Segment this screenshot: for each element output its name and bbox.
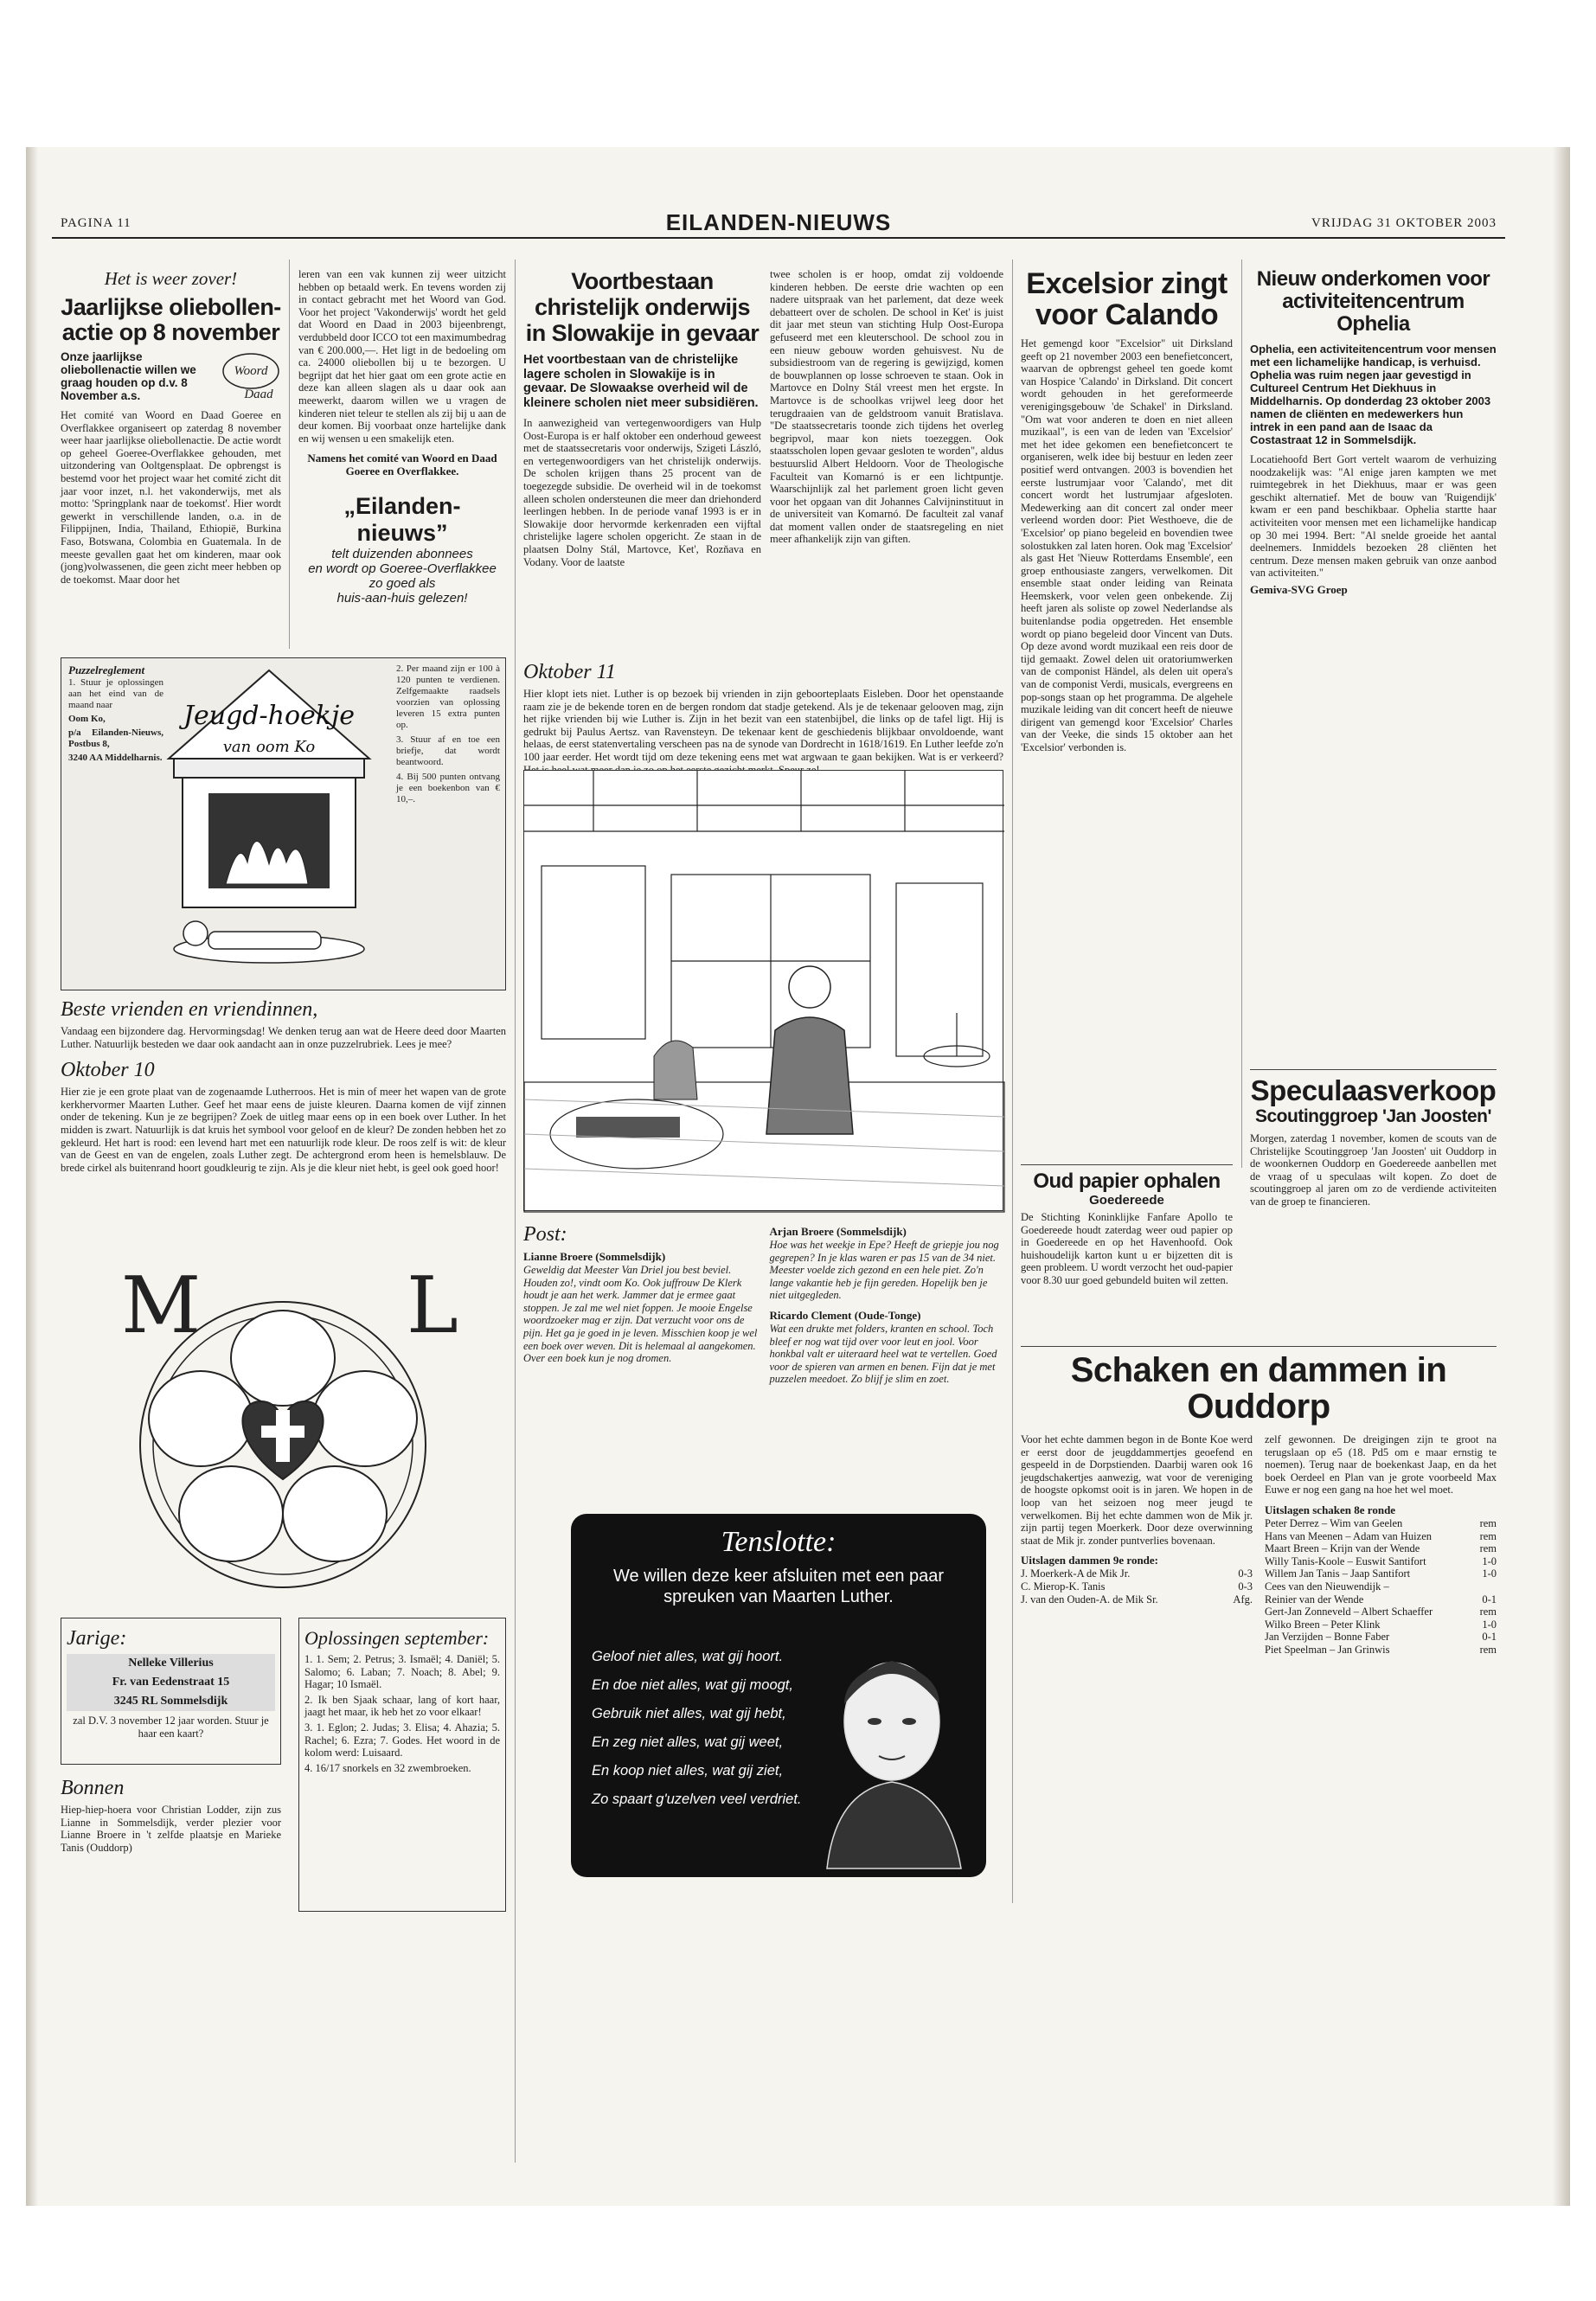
tenslotte-subtitle: We willen deze keer afsluiten met een paar spreuken van Maarten Luther. [612,1567,945,1606]
article-subtitle: Goedereede [1089,1193,1164,1208]
result-pair: J. van den Ouden-A. de Mik Sr. [1021,1593,1158,1606]
result-row [1265,1567,1497,1580]
result-score: 1-0 [1482,1554,1497,1567]
result-pair: Wilko Breen – Peter Klink [1265,1618,1381,1631]
article-schaken [1021,1341,1497,2093]
page-header [52,206,1505,239]
article-signature: Namens het comité van Woord en Daad Goeree en Overflakkee. [307,452,497,478]
reglement-item: 2. Per maand zijn er 100 à 120 punten te verdienen. Zelfgemaakte raadsels voorzien van oplossing leveren 15 extra punten op. [396,663,500,730]
tenslotte-box [571,1514,986,1877]
article-body: De Stichting Koninklijke Fanfare Apollo te Goedereede houdt zaterdag weer oud papier op in Goedereede en op het Havenhoofd. Ook huishoudelijk karton kunt u er bijzetten dit is geen probleem. U wordt verzocht het oud-papier voor 8.30 uur goed gebundeld buiten wil zetten. [1021,1211,1233,1286]
reglement-item: 4. Bij 500 punten ontvang je een boekenbon van € 10,–. [396,772,500,804]
bonnen-body: Hiep-hiep-hoera voor Christian Lodder, zijn zus Lianne in Sommelsdijk, verder plezier voor Lianne Broere in 't zelfde plaatsje en Marieke Tanis (Ouddorp) [61,1804,281,1854]
result-row [1265,1593,1497,1606]
promo-line: en wordt op Goeree-Overflakkee [308,561,497,577]
article-subtitle: Scoutinggroep 'Jan Joosten' [1254,1106,1491,1126]
result-pair: Peter Derrez – Wim van Geelen [1265,1516,1403,1529]
result-score: 0-3 [1238,1567,1253,1580]
article-body: Locatiehoofd Bert Gort vertelt waarom de verhuizing noodzakelijk was: "Al enige jaren kampten we met ruimtegebrek in het Diekhuus, maar er was geen geschikt alternatief. Met de bouw van 'Ruigendijk' kwam er een pand beschikbaar. Ophelia startte haar activiteiten voor mensen met een lichamelijke handicap op 30 mei 1994. Bert: "Al snelde groeide het aantal deelnemers. Inmiddels bezoeken 28 cliënten het centrum. Deze mensen maken gebruik van onze aanbod van activiteiten." [1250,453,1497,580]
results-title: Uitslagen schaken 8e ronde [1265,1503,1396,1516]
results-list [1021,1567,1253,1606]
article-title: Jaarlijkse oliebollen-actie op 8 november [61,294,281,345]
result-pair: Maart Breen – Krijn van der Wende [1265,1542,1420,1555]
article-body: Voor het echte dammen begon in de Bonte Koe werd er eerst door de jeugddammertjes geoefend en gespeeld in de Dorpstienden. Daarbij waren ook 16 jeugdschakertjes aanwezig, wat voor de vereniging de hoogste opkomst ooit is in jaren. We hopen in de loop van het seizoen nog meer jeugd te verwelkomen. Bij het echte dammen won de Mik jr. zijn partij tegen Moerkerk. Door deze overwinning staat de Mik jr. zonder puntverlies bovenaan. [1021,1433,1253,1547]
article-kicker: Het is weer zover! [104,268,238,289]
woord-en-daad-logo [221,350,281,404]
article-speculaas [1250,1064,1497,1324]
column-rule [1241,260,1242,1168]
promo-line: zo goed als [369,576,436,592]
bonnen-title: Bonnen [61,1777,125,1799]
result-pair: Cees van den Nieuwendijk – [1265,1580,1389,1593]
luther-quote: En doe niet alles, wat gij moogt, [592,1677,793,1693]
masthead: EILANDEN-NIEUWS [665,209,892,235]
article-lead: Onze jaarlijkse oliebollenactie willen we graag houden op d.v. 8 November a.s. [61,350,196,402]
oplossingen-title: Oplossingen september: [304,1627,490,1649]
result-score: rem [1479,1516,1497,1529]
article-body: Het gemengd koor "Excelsior" uit Dirksland geeft op 21 november 2003 een benefietconcert, waarvan de opbrengst geheel ten goede komt van Hospice 'Calando' in Dirksland. Dit concert wordt gehouden in het gereformeerde verenigingsgebouw 'de Schakel' in Dirksland. "Om wat voor anderen te doen en niet alleen muzikaal", is een van de leden van 'Excelsior' met het idee gekomen een benefietconcert te organiseren, welk idee bij bestuur en leden zeer positief werd ontvangen. 2003 is bovendien het eerste lustrumjaar voor 'Calando', met dit concert wordt het lustrumjaar afgesloten. Medewerking aan dit concert zal onder meer verleend worden door: Piet Westhoeve, die de 'Excelsior' op piano begeleid en bovendien twee solostukken zal laten horen. Ook mag 'Excelsior' als gast Het 'Nieuw Rotterdams Ensemble', een groep enthousiaste zangers, verwelkomen. Dit ensemble staat onder leiding van Reinata Heemskerk, voor velen geen onbekende. Zij heeft jaren als soliste op zowel Nederlandse als buitenlandse podia opgetreden. Het ensemble wordt op piano begeleid door Vincent van Duts. Op deze avond wordt muzikaal een reis door de tijd gemaakt. Zowel delen uit oratoriumwerken van de componist Händel, als delen uit opera's van de componist Verdi, musicals, evergreens en pop-songs staan op het programma. De algehele muzikale leiding van dit concert heeft de nieuwe dirigent van gemengd koor 'Excelsior' Charles van der Veeke, die sinds 15 oktober aan het 'Excelsior' verbonden is. [1021,337,1233,753]
oplossingen-list [304,1653,500,1774]
reglement-item: p/a Eilanden-Nieuws, Postbus 8, [68,727,163,749]
tenslotte-title: Tenslotte: [721,1526,836,1558]
result-row [1265,1542,1497,1555]
post-body: Wat een drukte met folders, kranten en school. Toch bleef er nog wat tijd over voor leut en jool. Voor honkbal valt er uiteraard heel wat te vertellen. Goed voor de spieren van armen en benen. Fijn dat je met puzzelen meedoet. Zo blijf je slim en zoet. [769,1322,997,1386]
jarige-box [61,1618,281,1765]
result-score: rem [1479,1606,1497,1618]
result-pair: Jan Verzijden – Bonne Faber [1265,1631,1390,1644]
result-row [1265,1580,1497,1593]
result-score: rem [1479,1643,1497,1656]
page-shadow-left [26,147,38,2206]
article-title: Schaken en dammen in Ouddorp [1070,1351,1447,1426]
result-row [1021,1580,1253,1593]
interior-drawing [524,771,1004,1212]
okt11-article [523,657,1003,761]
result-pair: Piet Speelman – Jan Grinwis [1265,1643,1390,1656]
result-pair: Hans van Meenen – Adam van Huizen [1265,1529,1432,1542]
article-title: Excelsior zingt voor Calando [1026,267,1227,331]
okt10-title: Oktober 10 [61,1059,155,1082]
fireplace-illustration [157,663,381,984]
result-row [1265,1631,1497,1644]
article-body: Het comité van Woord en Daad Goeree en Overflakkee organiseert op zaterdag 8 november weer haar jaarlijkse oliebollenactie. De actie wordt op geheel Goeree-Overflakkee gehouden, met uitzondering van Ooltgensplaat. De opbrengst is bestemd voor het project waar het comité zicht dit jaar voor inzet, n.l. het vakonderwijs, met als motto: 'Springplank naar de toekomst'. Hier wordt gewerkt in verschillende landen, o.a. in de Filippijnen, India, Thailand, Ethiopië, Burkina Faso, Botswana, Colombia en Guatemala. In de meeste gevallen gaat het om kinderen, maar ook (jong)volwassenen, die geen zicht meer hebben op de toekomst. Maar door het [61,409,281,586]
article-body: Morgen, zaterdag 1 november, komen de scouts van de Christelijke Scoutinggroep 'Jan Joosten' uit Ouddorp in de woonkernen Ouddorp en Goedereede aanbellen met de vraag of u speculaas wilt kopen. Zo doet de scoutinggroep al jaren om zo de verdiende activiteiten van de groep te financieren. [1250,1132,1497,1208]
post-name: Ricardo Clement (Oude-Tonge) [769,1308,921,1322]
greeting-title: Beste vrienden en vriendinnen, [61,998,318,1021]
luther-portrait [810,1626,974,1868]
article-title: Voortbestaan christelijk onderwijs in Slowakije in gevaar [525,268,760,346]
promo-line: huis-aan-huis gelezen! [337,591,468,606]
post-body: Hoe was het weekje in Epe? Heeft de griepje jou nog gegrepen? In je klas waren er pas 15 van de 34 niet. Meester voelde zich gezond en een hele piet. Zo'n lange vakantie heb je fijn gereden. Hopelijk ben je niet uitgegleden. [769,1239,999,1302]
jeugdhoekje-box [61,657,506,990]
okt11-body: Hier klopt iets niet. Luther is op bezoek bij vrienden in zijn geboorteplaats Eisleben. Door het openstaande raam zie je de bekende toren en de bergen rondom dat stadje getekend. Als je de tekenaar gelooven mag, zijn het rijke vrienden bij wie Luther is. Zijn in het bezit van een statenbijbel, die links op de tafel ligt. Hij is gedrukt bij Paulus Aertsz. van Ravensteyn. De tekenaar kent de geschiedenis blijkbaar onvoldoende, want helaas, de eerst statenvertaling verscheen pas na de synode van Dordrecht in 1618/1619. En Luther leefde zo'n 100 jaar eerder. Het wordt tijd om deze tekening eens met wat argwaan te gaan bekijken. Wat is er verkeerd? [523,688,1003,763]
luther-quote: En koop niet alles, wat gij ziet, [592,1763,784,1779]
luther-rose-illustration [61,1260,506,1592]
result-pair: J. Moerkerk-A de Mik Jr. [1021,1567,1131,1580]
result-row [1021,1593,1253,1606]
result-pair: Willem Jan Tanis – Jaap Santifort [1265,1567,1411,1580]
oplossing-item: 2. Ik ben Sjaak schaar, lang of kort haar, jaagt het maar, ik heb het zo voor elkaar! [304,1693,500,1719]
result-pair: Gert-Jan Zonneveld – Albert Schaeffer [1265,1606,1433,1618]
results-title: Uitslagen dammen 9e ronde: [1021,1554,1159,1567]
oplossingen-box [298,1618,506,1912]
logo-word-bottom: Daad [244,388,273,401]
article-lead: Ophelia, een activiteitencentrum voor mensen met een lichamelijke handicap, is verhuisd. Ophelia was ruim negen jaar gevestigd in Cultureel Centrum Het Diekhuus in Middelharnis. Op donderdag 23 oktober 2003 namen de cliënten en medewerkers hun intrek in een pand aan de Isaac da Costastraat 12 in Sommelsdijk. [1250,343,1497,446]
article-ophelia [1250,268,1497,1055]
result-row [1265,1555,1497,1568]
article-oud-papier [1021,1159,1233,1332]
result-score: rem [1479,1529,1497,1542]
result-score: Afg. [1233,1593,1253,1606]
post-title: Post: [523,1223,567,1246]
result-pair: Reinier van der Wende [1265,1593,1364,1606]
column-rule [1012,260,1013,1903]
promo-box [298,493,506,606]
column-rule [289,260,290,649]
post-section [523,1220,1003,1497]
luther-quote: Gebruik niet alles, wat gij hebt, [592,1706,786,1721]
reglement-item: 3240 AA Middelharnis. [68,753,163,763]
article-lead: Het voortbestaan van de christelijke lagere scholen in Slowakije is in gevaar. De Slowaakse overheid wil de kleinere scholen niet meer subsidiëren. [523,353,759,410]
oplossing-item: 1. 1. Sem; 2. Petrus; 3. Ismaël; 4. Daniël; 5. Salomo; 6. Laban; 7. Noach; 8. Abel; 9. Hagar; 10 Ismaël. [304,1653,500,1691]
result-row [1265,1618,1497,1631]
jarige-city: 3245 RL Sommelsdijk [67,1692,275,1711]
luther-quote: Geloof niet alles, wat gij hoort. [592,1649,784,1664]
article-slowakije [523,268,761,649]
article-body: zelf gewonnen. De dreigingen zijn te groot na terugslaan op e5 (18. Pd5 om e maar ernstig te noemen). Terug naar de boekenkast Jaap, en da het boek Oerdeel en Plan van je grote voorbeeld Max Euwe er nog een gang na hoe het wel moet. [1265,1433,1497,1497]
jarige-address: Fr. van Eedenstraat 15 [67,1673,275,1692]
luther-rose [61,1260,506,1592]
article-subhead: Gemiva-SVG Groep [1250,582,1348,596]
result-row [1265,1644,1497,1657]
result-row [1021,1567,1253,1580]
rose-letter-m: M [121,1260,202,1351]
issue-date: VRIJDAG 31 OKTOBER 2003 [1311,216,1497,230]
hoekje-subtitle: van oom Ko [222,738,316,756]
reglement-item: 3. Stuur af en toe een briefje, dat wordt beantwoord. [396,734,500,767]
page-number: PAGINA 11 [61,216,131,230]
luther-quote: En zeg niet alles, wat gij weet, [592,1734,784,1750]
puzzel-reglement [68,663,163,766]
oplossing-item: 4. 16/17 snorkels en 32 zwembroeken. [304,1761,471,1774]
result-score: 0-1 [1482,1631,1497,1644]
jarige-note: zal D.V. 3 november 12 jaar worden. Stuur je haar een kaart? [73,1715,269,1740]
okt11-title: Oktober 11 [523,661,616,683]
interior-illustration [523,770,1003,1211]
hoekje-title: Jeugd-hoekje [183,701,356,731]
promo-line: telt duizenden abonnees [331,547,473,562]
logo-word-top: Woord [234,364,268,378]
result-score: rem [1479,1542,1497,1555]
article-excelsior [1021,268,1233,1220]
jarige-title: Jarige: [67,1627,127,1650]
result-row [1265,1517,1497,1530]
result-pair: C. Mierop-K. Tanis [1021,1580,1106,1593]
newspaper-page [52,190,1505,2180]
jarige-name: Nelleke Villerius [67,1654,275,1673]
luther-quote: Zo spaart g'uzelven veel verdriet. [592,1791,802,1807]
reglement-item: 1. Stuur je oplossingen aan het eind van de maand naar [68,677,163,710]
article-title: Speculaasverkoop [1250,1074,1497,1106]
post-name: Arjan Broere (Sommelsdijk) [769,1225,907,1238]
article-body: In aanwezigheid van vertegenwoordigers van Hulp Oost-Europa is er half oktober een onderhoud geweest met de staatssecretaris voor onderwijs, Szigeti László, en vertegenwoordigers van het christelijk onderwijs. De scholen krijgen thans 25 procent van de toegezegde subsidie. De overheid wil in de toekomst alleen scholen ondersteunen die meer dan driehonderd leerlingen hebben. In de periode vanaf 1993 is er in Slowakije door hervormde kerkenraden een vijftal christelijke lagere scholen opgericht. Ze staan in de plaatsen Dolny Stál, Martovce, Ket', Rozňava en Vodany. Voor de laatste [523,417,761,568]
result-score: 0-3 [1238,1580,1253,1593]
article-title: Nieuw onderkomen voor activiteitencentrum Ophelia [1256,267,1490,336]
result-score: 1-0 [1482,1618,1497,1631]
article-body: twee scholen is er hoop, omdat zij voldoende kinderen hebben. De eerste drie wachten op een nadere uitspraak van het parlement, dat deze week debatteert over de scholen. De school in Ket' is juist dit jaar met steun van stichting Hulp Oost-Europa gefuseerd met een kleuterschool. De school zou in een nieuw gebouw worden gehuisvest. Nu de subsidiestroom van de regering is gewijzigd, komen de bouwplannen op losse schroeven te staan. Ook in Martovce en Dolny Stál vreest men het ergste. In Martovce is de schoolkas vrijwel leeg door het terugdraaien van de geldstroom vanuit Bratislava. "De staatssecretaris toonde zich tijdens het overleg begripvol, maar kon niets toezeggen. Ook staatsscholen lopen gevaar gesloten te worden", aldus bestuurslid Albert Heldoorn. Voor de Theologische Faculteit van Komarnó is er een lichtpuntje. Waarschijnlijk zal het parlement groen licht geven voor het opgaan van dit Johannes Calvijninstituut in de universiteit van Komarnó. De faculteit zal vanaf dat moment vallen onder de staatsregeling en niet meer afhankelijk zijn van giften. [770,268,1003,546]
article-slowakije-continued [770,268,1003,649]
column-rule [515,260,516,2163]
results-list [1265,1517,1497,1657]
result-score: 1-0 [1482,1567,1497,1580]
page-shadow-right [1553,147,1570,2206]
reglement-title: Puzzelreglement [68,663,145,676]
article-body: leren van een vak kunnen zij weer uitzicht hebben op betaald werk. En tevens worden zij in contact gebracht met het Woord van God. Voor het project 'Vakonderwijs' wordt het geld dat Woord en Daad in 2003 bijeenbrengt, verdubbeld door ICCO tot een maximumbedrag van € 200.000,—. Het ligt in de bedoeling om ca. 24000 oliebollen bij u te bezorgen. U begrijpt dat het hier gaat om een grote actie en deze kan alleen slagen als u daar ook aan meewerkt, daarom willen we u vragen de kinderen niet teleur te stellen als zij bij u aan de deur komen. Bij voorbaat onze hartelijke dank en wij wensen u een smakelijk eten. [298,268,506,445]
bonnen-section [61,1773,281,1912]
result-pair: Willy Tanis-Koole – Euswit Santifort [1265,1554,1426,1567]
reglement-list-right [396,663,500,809]
result-score: 0-1 [1482,1593,1497,1606]
post-body: Geweldig dat Meester Van Driel jou best beviel. Houden zo!, vindt oom Ko. Ook juffrouw De Klerk houdt je aan het werk. Jammer dat je ermee gaat stoppen. Je zal me wel niet foppen. Je mooie Engelse woordzoeker mag er zijn. Dat verzucht voor ons de pijn. Het ga je goed in je leven. Misschien koop je wel een boek over weven. Dit is helemaal al aangekomen. Over een boek kun je nog dromen. [523,1264,758,1365]
rose-letter-l: L [407,1260,458,1351]
post-name: Lianne Broere (Sommelsdijk) [523,1250,666,1263]
luther-quotes [592,1644,808,1815]
greeting-body: Vandaag een bijzondere dag. Hervormingsdag! We denken terug aan wat de Heere deed door Maarten Luther. Natuurlijk besteden we daar ook aandacht aan in onze puzzelrubriek. Lees je mee? [61,1025,506,1050]
result-row [1265,1530,1497,1543]
result-row [1265,1606,1497,1618]
reglement-list [68,677,163,764]
article-title: Oud papier ophalen [1033,1170,1221,1193]
reglement-item: Oom Ko, [68,714,106,724]
promo-title: „Eilanden-nieuws” [343,493,461,547]
article-oliebollen [61,268,281,649]
article-oliebollen-continued [298,268,506,649]
oplossing-item: 3. 1. Eglon; 2. Judas; 3. Elisa; 4. Ahazia; 5. Rachel; 6. Ezra; 7. Godes. Het woord in de kolom werd: Luisaard. [304,1721,500,1759]
okt10-body: Hier zie je een grote plaat van de zogenaamde Lutherroos. Het is min of meer het wapen van de grote kerkhervormer Maarten Luther. Geef het maar eens de juiste kleuren. Daarna komen de vijf zinnen onder de tekening. Kun je ze begrijpen? Zoek de uitleg maar eens op in een boek over Luther. In het midden is zwart. Natuurlijk is dat kruis het symbool voor geloof en de kleur? De zonden hebben het zo gekleurd. Het hart is rood: een levend hart met een natuurlijk rode kleur. De roos zelf is wit: de kleur van de Geest en van de engelen, zoals Luther zegt. De achtergrond erom heen is hemelsblauw. De brede cirkel als buitenrand hoort goudkleurig te zijn. Als je die kleur niet hebt, is geel ook goed hoor! [61,1086,506,1174]
